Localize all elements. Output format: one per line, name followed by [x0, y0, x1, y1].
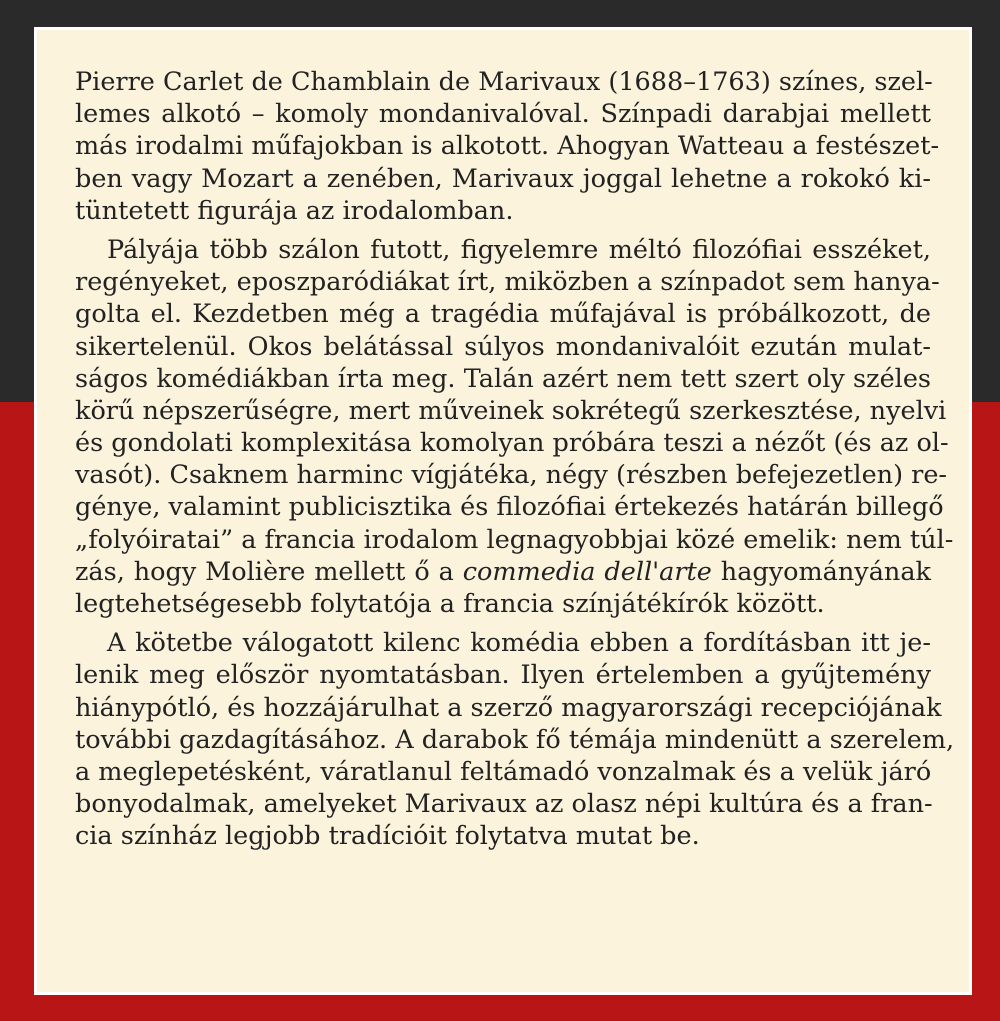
text-line: golta el. Kezdetben még a tragédia műfajával is próbálkozott, de — [75, 299, 931, 330]
text-line: A kötetbe válogatott kilenc komédia ebben a fordításban itt je- — [107, 628, 931, 659]
text-line: sikertelenül. Okos belátással súlyos mondanivalóit ezután mulat- — [75, 331, 931, 362]
text-line-with-italic — [75, 556, 931, 588]
text-panel-inner — [37, 30, 969, 992]
text-line: lenik meg először nyomtatásban. Ilyen értelemben a gyűjtemény — [75, 660, 931, 691]
text-line: bonyodalmak, amelyeket Marivaux az olasz népi kultúra és a fran- — [75, 789, 933, 820]
text-line: és gondolati komplexitása komolyan próbára teszi a nézőt (és az ol- — [75, 428, 949, 459]
paragraph-1 — [75, 66, 940, 227]
text-line: „folyóiratai” a francia irodalom legnagyobbjai közé emelik: nem túl- — [75, 524, 954, 555]
text-line: regényeket, eposzparódiákat írt, miközben a színpadot sem hanya- — [75, 267, 940, 298]
italic-phrase: commedia dell'arte — [462, 556, 712, 587]
text-line: ságos komédiákban írta meg. Talán azért nem tett szert oly széles — [75, 363, 931, 394]
text-line: további gazdagításához. A darabok fő témája mindenütt a szerelem, — [75, 724, 955, 755]
text-line: legtehetségesebb folytatója a francia színjátékírók között. — [75, 589, 825, 619]
text-segment: zás, hogy Molière mellett ő a — [75, 556, 463, 587]
text-line: tüntetett figurája az irodalomban. — [75, 195, 514, 226]
text-line: a meglepetésként, váratlanul feltámadó vonzalmak és a velük járó — [75, 756, 932, 787]
paragraph-2 — [75, 234, 954, 620]
text-panel — [34, 27, 972, 995]
text-line: más irodalmi műfajokban is alkotott. Ahogyan Watteau a festészet- — [75, 131, 940, 162]
text-line: ben vagy Mozart a zenében, Marivaux joggal lehetne a rokokó ki- — [75, 163, 931, 194]
paragraph-3 — [75, 627, 955, 852]
text-line: vasót). Csaknem harminc vígjátéka, négy (részben befejezetlen) re- — [75, 460, 948, 491]
text-line: lemes alkotó – komoly mondanivalóval. Színpadi darabjai mellett — [75, 99, 931, 130]
text-line: hiánypótló, és hozzájárulhat a szerző magyarországi recepciójának — [75, 692, 942, 723]
text-line: génye, valamint publicisztika és filozófiai értekezés határán billegő — [75, 492, 944, 523]
text-line: Pierre Carlet de Chamblain de Marivaux (1688–1763) színes, szel- — [75, 67, 933, 97]
text-line: cia színház legjobb tradícióit folytatva mutat be. — [75, 821, 700, 852]
text-segment: hagyományának — [711, 556, 931, 587]
text-line: körű népszerűségre, mert műveinek sokrétegű szerkesztése, nyelvi — [75, 395, 947, 426]
text-line: Pályája több szálon futott, figyelemre méltó filozófiai esszéket, — [107, 234, 931, 265]
